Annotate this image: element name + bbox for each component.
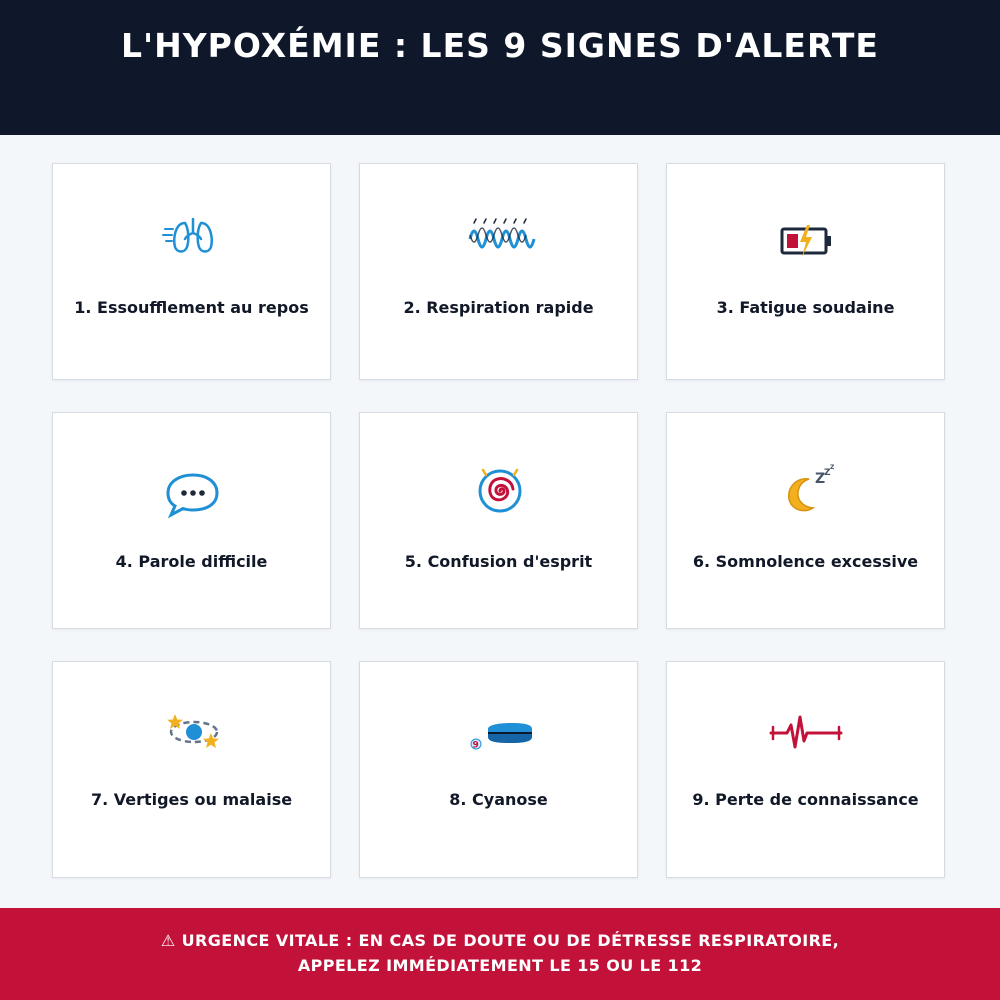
crescent-moon-zzz-icon: [777, 463, 837, 515]
spiral-icon: [470, 463, 530, 515]
svg-text:Z: Z: [824, 468, 831, 478]
emergency-text-1: URGENCE VITALE : EN CAS DE DOUTE OU DE DÉTRESSE RESPIRATOIRE,: [181, 931, 840, 950]
sign-label: 4. Parole difficile: [115, 552, 268, 571]
emergency-line-1: [0, 931, 1000, 951]
sign-card-2: [359, 163, 638, 380]
svg-text:9: 9: [472, 740, 479, 751]
dizzy-stars-icon: [163, 707, 223, 759]
sign-card-7: [52, 661, 331, 878]
emergency-line-2: APPELEZ IMMÉDIATEMENT LE 15 OU LE 112: [297, 956, 703, 975]
heartbeat-line-icon: [777, 707, 837, 759]
sign-label: 3. Fatigue soudaine: [716, 298, 895, 317]
sign-label: 8. Cyanose: [449, 790, 548, 809]
sign-label: 7. Vertiges ou malaise: [90, 790, 293, 809]
low-battery-icon: [777, 209, 837, 261]
sign-card-3: [666, 163, 945, 380]
emergency-banner: [0, 908, 1000, 1000]
page-title: L'HYPOXÉMIE : LES 9 SIGNES D'ALERTE: [121, 26, 879, 65]
sign-card-4: [52, 412, 331, 629]
sign-label: 9. Perte de connaissance: [692, 790, 919, 809]
header-banner: [0, 0, 1000, 135]
speech-bubble-icon: [163, 467, 223, 519]
lungs-icon: [163, 209, 223, 261]
rapid-breathing-wave-icon: [470, 209, 530, 261]
sign-card-9: [666, 661, 945, 878]
sign-label: 2. Respiration rapide: [403, 298, 594, 317]
sign-card-1: [52, 163, 331, 380]
sign-label: 1. Essoufflement au repos: [74, 298, 309, 317]
warning-icon: ⚠: [160, 931, 176, 950]
sign-card-6: [666, 412, 945, 629]
svg-text:Z: Z: [830, 464, 835, 471]
sign-card-5: [359, 412, 638, 629]
sign-label: 6. Somnolence excessive: [692, 552, 919, 571]
blue-lips-icon: [470, 707, 530, 759]
sign-label: 5. Confusion d'esprit: [404, 552, 593, 571]
svg-text:Z: Z: [815, 471, 826, 487]
sign-card-8: [359, 661, 638, 878]
